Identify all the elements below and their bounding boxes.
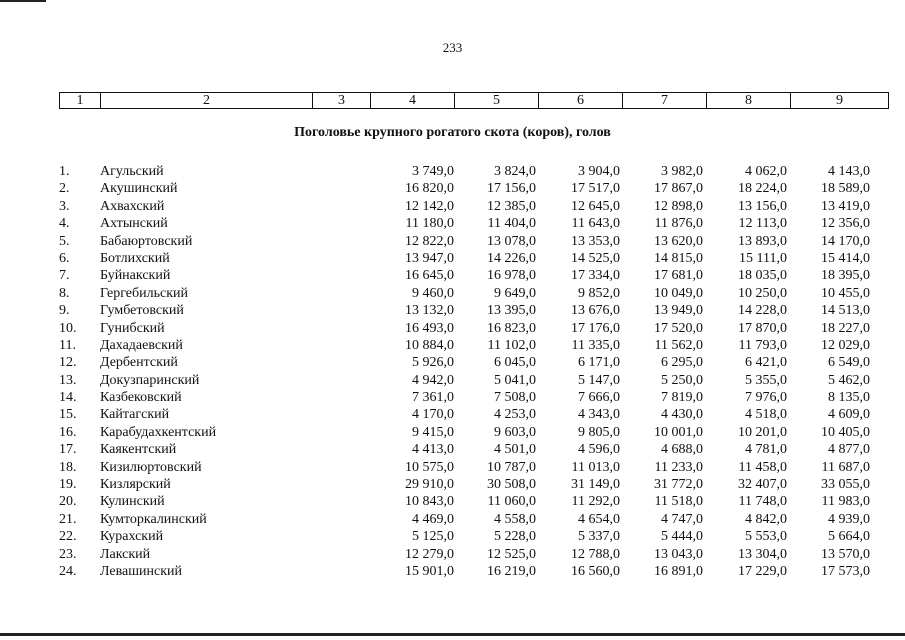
value-cell: 13 620,0 bbox=[654, 233, 703, 249]
value-cell: 5 228,0 bbox=[494, 529, 536, 545]
value-cell: 11 013,0 bbox=[571, 459, 620, 475]
table-row bbox=[0, 372, 905, 389]
district-name: Карабудахкентский bbox=[100, 424, 217, 440]
row-number: 11. bbox=[59, 337, 76, 353]
district-name: Дербентский bbox=[100, 355, 178, 371]
value-cell: 4 469,0 bbox=[412, 511, 454, 527]
column-header-cell: 2 bbox=[101, 93, 313, 109]
value-cell: 12 822,0 bbox=[405, 233, 454, 249]
value-cell: 5 041,0 bbox=[494, 372, 536, 388]
value-cell: 11 562,0 bbox=[654, 337, 703, 353]
table-row bbox=[0, 424, 905, 441]
row-number: 24. bbox=[59, 563, 77, 579]
row-number: 2. bbox=[59, 181, 70, 197]
value-cell: 10 575,0 bbox=[405, 459, 454, 475]
value-cell: 7 508,0 bbox=[494, 390, 536, 406]
column-header-cell: 6 bbox=[539, 93, 623, 109]
top-margin-rule bbox=[0, 0, 46, 2]
data-rows bbox=[0, 163, 905, 580]
value-cell: 14 513,0 bbox=[821, 303, 870, 319]
value-cell: 13 947,0 bbox=[405, 250, 454, 266]
value-cell: 10 455,0 bbox=[821, 285, 870, 301]
column-header-cell: 9 bbox=[791, 93, 889, 109]
value-cell: 13 419,0 bbox=[821, 198, 870, 214]
value-cell: 11 233,0 bbox=[654, 459, 703, 475]
table-row bbox=[0, 528, 905, 545]
value-cell: 9 649,0 bbox=[494, 285, 536, 301]
district-name: Кумторкалинский bbox=[100, 511, 207, 527]
value-cell: 11 458,0 bbox=[738, 459, 787, 475]
value-cell: 5 444,0 bbox=[661, 529, 703, 545]
value-cell: 12 788,0 bbox=[571, 546, 620, 562]
value-cell: 16 560,0 bbox=[571, 563, 620, 579]
value-cell: 17 229,0 bbox=[738, 563, 787, 579]
value-cell: 10 001,0 bbox=[654, 424, 703, 440]
table-row bbox=[0, 354, 905, 371]
value-cell: 13 395,0 bbox=[487, 303, 536, 319]
value-cell: 11 748,0 bbox=[738, 494, 787, 510]
value-cell: 4 942,0 bbox=[412, 372, 454, 388]
value-cell: 5 147,0 bbox=[578, 372, 620, 388]
table-title: Поголовье крупного рогатого скота (коров), голов bbox=[294, 125, 611, 140]
value-cell: 29 910,0 bbox=[405, 477, 454, 493]
value-cell: 5 337,0 bbox=[578, 529, 620, 545]
value-cell: 17 520,0 bbox=[654, 320, 703, 336]
value-cell: 17 870,0 bbox=[738, 320, 787, 336]
value-cell: 4 688,0 bbox=[661, 442, 703, 458]
district-name: Дахадаевский bbox=[100, 337, 183, 353]
value-cell: 9 852,0 bbox=[578, 285, 620, 301]
value-cell: 10 049,0 bbox=[654, 285, 703, 301]
district-name: Буйнакский bbox=[100, 268, 171, 284]
value-cell: 4 939,0 bbox=[828, 511, 870, 527]
value-cell: 17 573,0 bbox=[821, 563, 870, 579]
row-number: 19. bbox=[59, 477, 77, 493]
value-cell: 13 043,0 bbox=[654, 546, 703, 562]
value-cell: 8 135,0 bbox=[828, 390, 870, 406]
column-header-cell: 5 bbox=[455, 93, 539, 109]
value-cell: 11 404,0 bbox=[487, 216, 536, 232]
row-number: 12. bbox=[59, 355, 77, 371]
value-cell: 10 405,0 bbox=[821, 424, 870, 440]
value-cell: 3 982,0 bbox=[661, 164, 703, 179]
value-cell: 4 842,0 bbox=[745, 511, 787, 527]
district-name: Гунибский bbox=[100, 320, 165, 336]
value-cell: 4 170,0 bbox=[412, 407, 454, 423]
value-cell: 13 078,0 bbox=[487, 233, 536, 249]
value-cell: 11 643,0 bbox=[571, 216, 620, 232]
value-cell: 4 609,0 bbox=[828, 407, 870, 423]
value-cell: 4 747,0 bbox=[661, 511, 703, 527]
value-cell: 4 518,0 bbox=[745, 407, 787, 423]
table-row bbox=[0, 198, 905, 215]
table-row bbox=[0, 511, 905, 528]
value-cell: 15 414,0 bbox=[821, 250, 870, 266]
value-cell: 11 102,0 bbox=[487, 337, 536, 353]
value-cell: 9 805,0 bbox=[578, 424, 620, 440]
value-cell: 13 156,0 bbox=[738, 198, 787, 214]
value-cell: 16 891,0 bbox=[654, 563, 703, 579]
value-cell: 7 361,0 bbox=[412, 390, 454, 406]
value-cell: 9 460,0 bbox=[412, 285, 454, 301]
district-name: Левашинский bbox=[100, 563, 183, 579]
row-number: 21. bbox=[59, 511, 77, 527]
value-cell: 4 501,0 bbox=[494, 442, 536, 458]
row-number: 20. bbox=[59, 494, 77, 510]
row-number: 9. bbox=[59, 303, 70, 319]
value-cell: 5 926,0 bbox=[412, 355, 454, 371]
district-name: Курахский bbox=[100, 529, 164, 545]
district-name: Кайтагский bbox=[100, 407, 170, 423]
value-cell: 13 949,0 bbox=[654, 303, 703, 319]
value-cell: 11 060,0 bbox=[487, 494, 536, 510]
value-cell: 16 219,0 bbox=[487, 563, 536, 579]
district-name: Ахвахский bbox=[100, 198, 165, 214]
column-header-cell: 1 bbox=[60, 93, 101, 109]
table-row bbox=[0, 285, 905, 302]
district-name: Кизлярский bbox=[100, 477, 171, 493]
value-cell: 12 898,0 bbox=[654, 198, 703, 214]
value-cell: 33 055,0 bbox=[821, 477, 870, 493]
value-cell: 31 772,0 bbox=[654, 477, 703, 493]
row-number: 1. bbox=[59, 164, 70, 179]
value-cell: 10 201,0 bbox=[738, 424, 787, 440]
district-name: Гергебильский bbox=[100, 285, 188, 301]
value-cell: 10 250,0 bbox=[738, 285, 787, 301]
bottom-page-rule bbox=[0, 633, 905, 636]
value-cell: 16 823,0 bbox=[487, 320, 536, 336]
row-number: 16. bbox=[59, 424, 77, 440]
value-cell: 7 819,0 bbox=[661, 390, 703, 406]
value-cell: 4 781,0 bbox=[745, 442, 787, 458]
table-row bbox=[0, 215, 905, 232]
value-cell: 15 111,0 bbox=[739, 250, 787, 266]
value-cell: 14 226,0 bbox=[487, 250, 536, 266]
row-number: 17. bbox=[59, 442, 77, 458]
value-cell: 18 224,0 bbox=[738, 181, 787, 197]
value-cell: 6 171,0 bbox=[578, 355, 620, 371]
value-cell: 13 570,0 bbox=[821, 546, 870, 562]
value-cell: 13 676,0 bbox=[571, 303, 620, 319]
row-number: 10. bbox=[59, 320, 77, 336]
value-cell: 17 867,0 bbox=[654, 181, 703, 197]
value-cell: 17 517,0 bbox=[571, 181, 620, 197]
value-cell: 5 553,0 bbox=[745, 529, 787, 545]
value-cell: 30 508,0 bbox=[487, 477, 536, 493]
value-cell: 18 395,0 bbox=[821, 268, 870, 284]
value-cell: 12 029,0 bbox=[821, 337, 870, 353]
table-row bbox=[0, 337, 905, 354]
value-cell: 10 787,0 bbox=[487, 459, 536, 475]
value-cell: 11 687,0 bbox=[821, 459, 870, 475]
value-cell: 14 228,0 bbox=[738, 303, 787, 319]
row-number: 5. bbox=[59, 233, 70, 249]
row-number: 8. bbox=[59, 285, 70, 301]
table-row bbox=[0, 250, 905, 267]
value-cell: 13 132,0 bbox=[405, 303, 454, 319]
value-cell: 4 413,0 bbox=[412, 442, 454, 458]
value-cell: 12 525,0 bbox=[487, 546, 536, 562]
value-cell: 12 645,0 bbox=[571, 198, 620, 214]
column-header-cell: 4 bbox=[371, 93, 455, 109]
value-cell: 7 976,0 bbox=[745, 390, 787, 406]
value-cell: 12 356,0 bbox=[821, 216, 870, 232]
value-cell: 16 978,0 bbox=[487, 268, 536, 284]
page-number: 233 bbox=[442, 40, 463, 55]
value-cell: 9 415,0 bbox=[412, 424, 454, 440]
value-cell: 17 334,0 bbox=[571, 268, 620, 284]
row-number: 3. bbox=[59, 198, 70, 214]
value-cell: 5 125,0 bbox=[412, 529, 454, 545]
value-cell: 4 430,0 bbox=[661, 407, 703, 423]
value-cell: 4 654,0 bbox=[578, 511, 620, 527]
value-cell: 3 824,0 bbox=[494, 164, 536, 179]
district-name: Лакский bbox=[100, 546, 151, 562]
district-name: Казбековский bbox=[100, 390, 182, 406]
district-name: Кулинский bbox=[100, 494, 165, 510]
value-cell: 11 335,0 bbox=[571, 337, 620, 353]
value-cell: 12 385,0 bbox=[487, 198, 536, 214]
value-cell: 13 353,0 bbox=[571, 233, 620, 249]
district-name: Агульский bbox=[100, 164, 164, 179]
value-cell: 10 884,0 bbox=[405, 337, 454, 353]
row-number: 4. bbox=[59, 216, 70, 232]
row-number: 15. bbox=[59, 407, 77, 423]
value-cell: 14 525,0 bbox=[571, 250, 620, 266]
value-cell: 5 664,0 bbox=[828, 529, 870, 545]
value-cell: 7 666,0 bbox=[578, 390, 620, 406]
district-name: Кизилюртовский bbox=[100, 459, 202, 475]
value-cell: 6 295,0 bbox=[661, 355, 703, 371]
value-cell: 18 589,0 bbox=[821, 181, 870, 197]
value-cell: 5 250,0 bbox=[661, 372, 703, 388]
row-number: 23. bbox=[59, 546, 77, 562]
value-cell: 5 355,0 bbox=[745, 372, 787, 388]
table-row bbox=[0, 563, 905, 580]
row-number: 6. bbox=[59, 250, 70, 266]
column-header-cell: 3 bbox=[313, 93, 371, 109]
district-name: Бабаюртовский bbox=[100, 233, 193, 249]
value-cell: 12 142,0 bbox=[405, 198, 454, 214]
table-row bbox=[0, 493, 905, 510]
value-cell: 17 681,0 bbox=[654, 268, 703, 284]
value-cell: 17 176,0 bbox=[571, 320, 620, 336]
value-cell: 18 227,0 bbox=[821, 320, 870, 336]
value-cell: 4 143,0 bbox=[828, 164, 870, 179]
district-name: Акушинский bbox=[100, 181, 178, 197]
value-cell: 5 462,0 bbox=[828, 372, 870, 388]
value-cell: 4 062,0 bbox=[745, 164, 787, 179]
table-row bbox=[0, 459, 905, 476]
table-row bbox=[0, 320, 905, 337]
district-name: Ахтынский bbox=[100, 216, 168, 232]
value-cell: 12 279,0 bbox=[405, 546, 454, 562]
value-cell: 3 904,0 bbox=[578, 164, 620, 179]
value-cell: 4 596,0 bbox=[578, 442, 620, 458]
row-number: 18. bbox=[59, 459, 77, 475]
table-row bbox=[0, 163, 905, 180]
table-row bbox=[0, 476, 905, 493]
value-cell: 11 793,0 bbox=[738, 337, 787, 353]
table-row bbox=[0, 267, 905, 284]
value-cell: 13 304,0 bbox=[738, 546, 787, 562]
district-name: Каякентский bbox=[100, 442, 177, 458]
value-cell: 11 292,0 bbox=[571, 494, 620, 510]
district-name: Ботлихский bbox=[100, 250, 170, 266]
table-row bbox=[0, 389, 905, 406]
value-cell: 10 843,0 bbox=[405, 494, 454, 510]
row-number: 22. bbox=[59, 529, 77, 545]
column-header-cell: 7 bbox=[623, 93, 707, 109]
value-cell: 16 820,0 bbox=[405, 181, 454, 197]
value-cell: 4 558,0 bbox=[494, 511, 536, 527]
value-cell: 11 180,0 bbox=[405, 216, 454, 232]
value-cell: 31 149,0 bbox=[571, 477, 620, 493]
row-number: 13. bbox=[59, 372, 77, 388]
row-number: 7. bbox=[59, 268, 70, 284]
column-header-cell: 8 bbox=[707, 93, 791, 109]
value-cell: 11 518,0 bbox=[654, 494, 703, 510]
table-row bbox=[0, 233, 905, 250]
value-cell: 6 549,0 bbox=[828, 355, 870, 371]
value-cell: 18 035,0 bbox=[738, 268, 787, 284]
value-cell: 16 493,0 bbox=[405, 320, 454, 336]
row-number: 14. bbox=[59, 390, 77, 406]
value-cell: 4 253,0 bbox=[494, 407, 536, 423]
value-cell: 9 603,0 bbox=[494, 424, 536, 440]
value-cell: 14 170,0 bbox=[821, 233, 870, 249]
district-name: Докузпаринский bbox=[100, 372, 200, 388]
value-cell: 4 343,0 bbox=[578, 407, 620, 423]
value-cell: 17 156,0 bbox=[487, 181, 536, 197]
table-row bbox=[0, 180, 905, 197]
column-number-header bbox=[59, 92, 889, 109]
value-cell: 16 645,0 bbox=[405, 268, 454, 284]
table-row bbox=[0, 546, 905, 563]
value-cell: 32 407,0 bbox=[738, 477, 787, 493]
value-cell: 13 893,0 bbox=[738, 233, 787, 249]
value-cell: 14 815,0 bbox=[654, 250, 703, 266]
value-cell: 15 901,0 bbox=[405, 563, 454, 579]
value-cell: 6 045,0 bbox=[494, 355, 536, 371]
table-row bbox=[0, 406, 905, 423]
table-row bbox=[0, 302, 905, 319]
value-cell: 6 421,0 bbox=[745, 355, 787, 371]
value-cell: 11 983,0 bbox=[821, 494, 870, 510]
value-cell: 3 749,0 bbox=[412, 164, 454, 179]
value-cell: 4 877,0 bbox=[828, 442, 870, 458]
table-row bbox=[0, 441, 905, 458]
value-cell: 11 876,0 bbox=[654, 216, 703, 232]
value-cell: 12 113,0 bbox=[738, 216, 787, 232]
district-name: Гумбетовский bbox=[100, 303, 184, 319]
